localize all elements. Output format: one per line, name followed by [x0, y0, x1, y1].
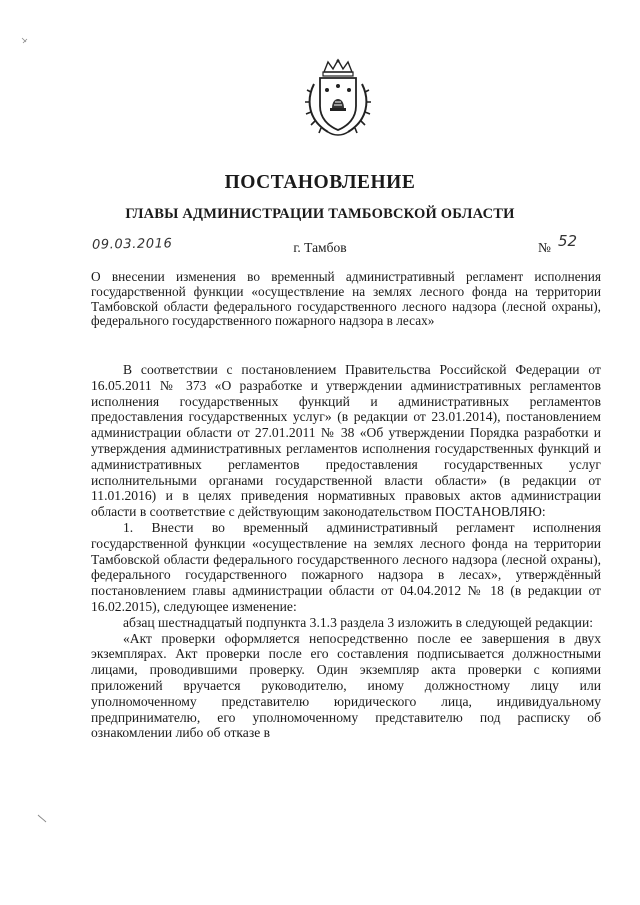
- city-label: г. Тамбов: [293, 240, 347, 255]
- tambov-coat-of-arms-icon: [302, 58, 374, 138]
- document-body: [91, 362, 601, 741]
- scan-mark-icon: [36, 812, 48, 824]
- document-subtitle: ГЛАВЫ АДМИНИСТРАЦИИ ТАМБОВСКОЙ ОБЛАСТИ: [125, 206, 515, 222]
- amendment-paragraph: абзац шестнадцатый подпункта 3.1.3 раздела 3 изложить в следующей редакции:: [123, 614, 594, 630]
- scan-speck-icon: [20, 36, 30, 46]
- document-title: ПОСТАНОВЛЕНИЕ: [224, 172, 416, 193]
- handwritten-number: 52: [558, 232, 578, 250]
- handwritten-date: 09.03.2016: [91, 236, 173, 253]
- point-1-paragraph: 1. Внести во временный административный регламент исполнения государственной функции «осуществление на землях лесного фонда на территории Тамбовской области федерального государственного лесного надзора (лесной охраны), федерального государственного пожарного надзора в лесах», утверждённый постановлением главы администрации области от 04.04.2012 № 18 (в редакции от 16.02.2015), следующее изменение:: [91, 519, 601, 614]
- number-label: №: [538, 240, 551, 255]
- preamble-paragraph: В соответствии с постановлением Правительства Российской Федерации от 16.05.2011 № 373 «О разработке и утверждении административных регламентов исполнения государственных функций и административных регламентов предоставления государственных услуг» (в редакции от 23.01.2014), постановлением администрации области от 27.01.2011 № 38 «Об утверждении Порядка разработки и утверждения административных регламентов исполнения государственных функций и административных регламентов предоставления государственных услуг исполнительными органами государственной власти области» (в редакции от 11.01.2016) и в целях приведения нормативных правовых актов администрации области в соответствие с действующим законодательством ПОСТАНОВЛЯЮ:: [91, 362, 601, 520]
- quoted-text-paragraph: «Акт проверки оформляется непосредственно после ее завершения в двух экземплярах. Акт проверки после его составления подписывается должностными лицами, проводившими проверку. Один экземпляр акта проверки с копиями приложений вручается руководителю, иному должностному лицу или уполномоченному представителю юридического лица, индивидуальному предпринимателю, его уполномоченному представителю под расписку об ознакомлении либо об отказе в: [91, 630, 601, 741]
- document-subject: О внесении изменения во временный административный регламент исполнения государственной функции «осуществление на землях лесного фонда на территории Тамбовской области федерального государственного лесного надзора (лесной охраны), федерального государственного пожарного надзора в лесах»: [91, 269, 601, 329]
